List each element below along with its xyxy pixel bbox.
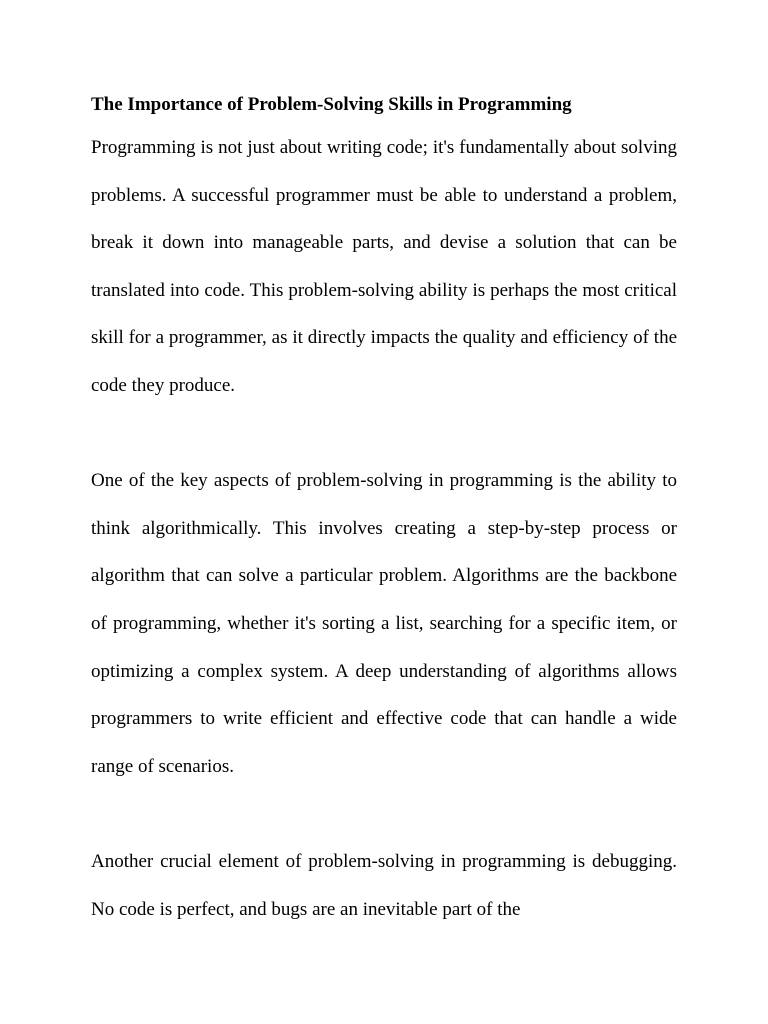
paragraph-algorithms: One of the key aspects of problem-solving in programming is the ability to think algorithmically. This involves creating a step-by-step process or algorithm that can solve a particular problem. Algorithms are the backbone of programming, whether it's sorting a list, searching for a specific item, or optimizing a complex system. A deep understanding of algorithms allows programmers to write efficient and effective code that can handle a wide range of scenarios. [91,470,677,777]
paragraph-debugging: Another crucial element of problem-solving in programming is debugging. No code is perfect, and bugs are an inevitable part of the [91,850,677,920]
document-title: The Importance of Problem-Solving Skills in Programming [91,94,572,115]
paragraph-intro: Programming is not just about writing code; it's fundamentally about solving problems. A successful programmer must be able to understand a problem, break it down into manageable parts, and devise a solution that can be translated into code. This problem-solving ability is perhaps the most critical skill for a programmer, as it directly impacts the quality and efficiency of the code they produce. [91,137,677,396]
document-body [91,91,677,933]
